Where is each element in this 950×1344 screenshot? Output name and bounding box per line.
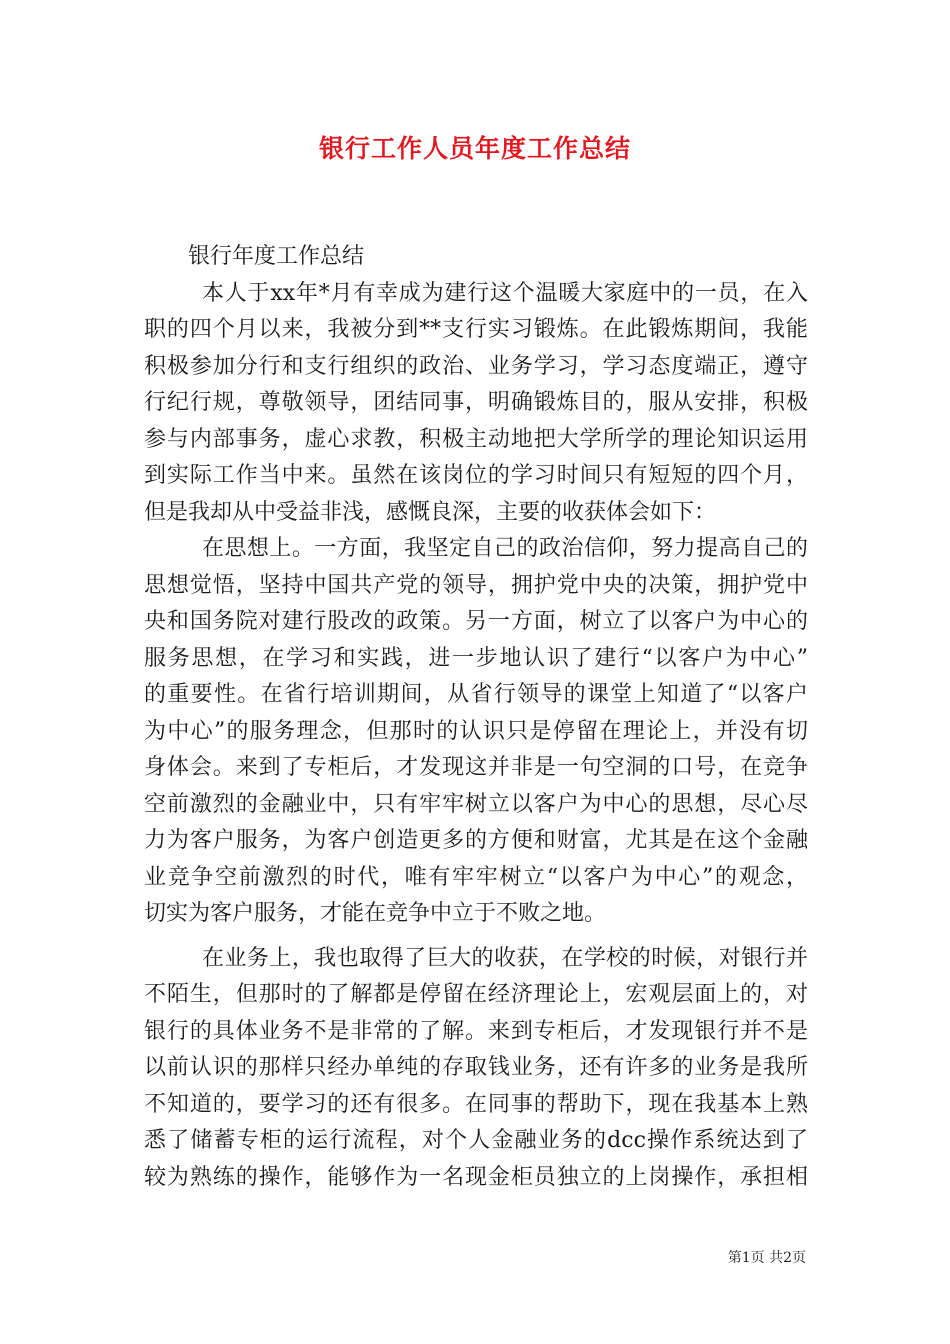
text-line: 央和国务院对建行股改的政策。另一方面，树立了以客户为中心的 bbox=[144, 609, 808, 634]
text-line: 服务思想，在学习和实践，进一步地认识了建行“以客户为中心” bbox=[144, 645, 808, 671]
text-line: 积极参加分行和支行组织的政治、业务学习，学习态度端正，遵守 bbox=[144, 353, 808, 379]
text-line: 较为熟练的操作，能够作为一名现金柜员独立的上岗操作，承担相 bbox=[144, 1164, 808, 1190]
text-line: 切实为客户服务，才能在竞争中立于不败之地。 bbox=[144, 901, 607, 926]
text-line: 悉了储蓄专柜的运行流程，对个人金融业务的dcc操作系统达到了 bbox=[144, 1128, 808, 1153]
text-line: 业竞争空前激烈的时代，唯有牢牢树立“以客户为中心”的观念， bbox=[144, 864, 808, 890]
text-line: 在业务上，我也取得了巨大的收获，在学校的时候，对银行并 bbox=[202, 945, 808, 971]
page-number-footer: 第1页 共2页 bbox=[727, 1250, 806, 1266]
text-line: 的重要性。在省行培训期间，从省行领导的课堂上知道了“以客户 bbox=[144, 682, 808, 707]
paragraph-3 bbox=[144, 941, 808, 1197]
text-line: 参与内部事务，虚心求教，积极主动地把大学所学的理论知识运用 bbox=[144, 426, 808, 452]
text-line: 以前认识的那样只经办单纯的存取钱业务，还有许多的业务是我所 bbox=[144, 1055, 808, 1080]
paragraph-2 bbox=[144, 531, 808, 933]
text-line: 到实际工作当中来。虽然在该岗位的学习时间只有短短的四个月， bbox=[144, 463, 808, 488]
text-line: 力为客户服务，为客户创造更多的方便和财富，尤其是在这个金融 bbox=[144, 828, 808, 853]
text-line: 不陌生，但那时的了解都是停留在经济理论上，宏观层面上的，对 bbox=[144, 982, 808, 1007]
text-line: 但是我却从中受益非浅，感慨良深，主要的收获体会如下： bbox=[144, 499, 717, 525]
text-line: 银行的具体业务不是非常的了解。来到专柜后，才发现银行并不是 bbox=[144, 1018, 808, 1044]
text-line: 身体会。来到了专柜后，才发现这并非是一句空洞的口号，在竞争 bbox=[144, 755, 808, 780]
document-body bbox=[144, 239, 808, 1196]
document-title: 银行工作人员年度工作总结 bbox=[318, 134, 631, 163]
text-line: 为中心”的服务理念，但那时的认识只是停留在理论上，并没有切 bbox=[144, 718, 808, 744]
paragraph-1 bbox=[144, 276, 808, 532]
text-line: 不知道的，要学习的还有很多。在同事的帮助下，现在我基本上熟 bbox=[144, 1091, 808, 1117]
document-subtitle: 银行年度工作总结 bbox=[188, 244, 365, 269]
text-line: 空前激烈的金融业中，只有牢牢树立以客户为中心的思想，尽心尽 bbox=[144, 791, 808, 817]
text-line: 职的四个月以来，我被分到**支行实习锻炼。在此锻炼期间，我能 bbox=[144, 317, 808, 342]
text-line: 在思想上。一方面，我坚定自己的政治信仰，努力提高自己的 bbox=[202, 536, 808, 561]
paragraph-spacer bbox=[144, 933, 808, 941]
text-line: 本人于xx年*月有幸成为建行这个温暖大家庭中的一员，在入 bbox=[202, 280, 808, 306]
text-line: 思想觉悟，坚持中国共产党的领导，拥护党中央的决策，拥护党中 bbox=[144, 572, 808, 598]
text-line: 行纪行规，尊敬领导，团结同事，明确锻炼目的，服从安排，积极 bbox=[144, 390, 808, 415]
